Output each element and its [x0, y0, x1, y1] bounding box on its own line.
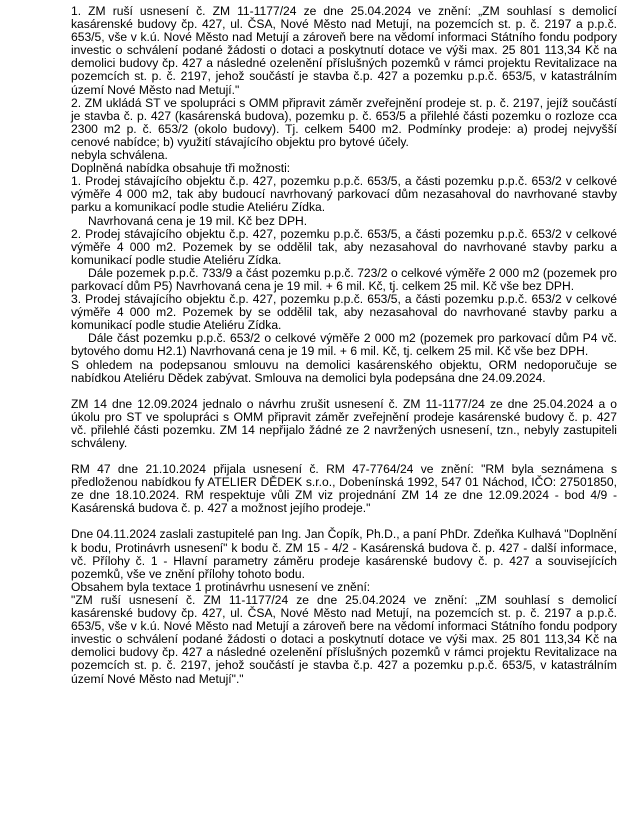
- offer-option-2-extra: Dále pozemek p.p.č. 733/9 a část pozemku p.p.č. 723/2 o celkové výměře 2 000 m2 (pozemek pro parkovací dům P5) Navrhovaná cena je 19 mil. + 6 mil. Kč, tj. celkem 25 mil. Kč vše bez DPH.: [71, 265, 617, 293]
- zm14-paragraph: ZM 14 dne 12.09.2024 jednalo o návrhu zrušit usnesení č. ZM 11-1177/24 ze dne 25.04.2024 a o úkolu pro ST ve spolupráci s OMM připravit záměr zveřejnění prodeje kasárenské budovy č. p. 427 vč. přilehlé části pozemku. ZM 14 nepřijalo žádné ze 2 navržených usnesení, tzn., nebyly zastupiteli schváleny.: [71, 396, 617, 450]
- counterproposal-paragraph: Dne 04.11.2024 zaslali zastupitelé pan Ing. Jan Čopík, Ph.D., a paní PhDr. Zdeňka Kulhavá "Doplnění k bodu, Protinávrh usnesení" k bodu č. ZM 15 - 4/2 - Kasárenská budova č. p. 427 - další informace, vč. Přílohy č. 1 - Hlavní parametry záměru prodeje kasárenské budovy č. p. 427 a souvisejících pozemků, vše ve znění přílohy tohoto bodu.: [71, 527, 617, 581]
- not-approved-note: nebyla schválena.: [71, 148, 168, 163]
- orm-recommendation: S ohledem na podepsanou smlouvu na demolici kasárenského objektu, ORM nedoporučuje se nabídkou Ateliéru Dědek zabývat. Smlouva na demolici byla podepsána dne 24.09.2024.: [71, 357, 617, 385]
- offer-intro: Doplněná nabídka obsahuje tři možnosti:: [71, 161, 291, 176]
- offer-option-2: 2. Prodej stávajícího objektu č.p. 427, pozemku p.p.č. 653/5, a části pozemku p.p.č. 653/2 v celkové výměře 4 000 m2. Pozemek by se oddělil tak, aby nezasahoval do navrhované stavby parku a komunikací podle studie Ateliéru Zídka.: [71, 226, 617, 267]
- rm47-paragraph: RM 47 dne 21.10.2024 přijala usnesení č. RM 47-7764/24 ve znění: "RM byla seznámena s předloženou nabídkou fy ATELIER DĚDEK s.r.o., Dobenínská 1992, 547 01 Náchod, IČO: 27501850, ze dne 18.10.2024. RM respektuje vůli ZM viz projednání ZM 14 ze dne 12.09.2024 - bod 4/9 - Kasárenská budova č. p. 427 a možnost jejího prodeje.": [71, 462, 617, 516]
- offer-option-3: 3. Prodej stávajícího objektu č.p. 427, pozemku p.p.č. 653/5, a části pozemku p.p.č. 653/2 v celkové výměře 4 000 m2. Pozemek by se oddělil tak, aby nezasahoval do navrhované stavby parku a komunikací podle studie Ateliéru Zídka.: [71, 292, 617, 333]
- resolution-item-2: 2. ZM ukládá ST ve spolupráci s OMM připravit záměr zveřejnění prodeje st. p. č. 2197, jejíž součástí je stavba č. p. 427 (kasárenská budova), pozemku p. č. 653/5 a přilehlé části pozemku o rozloze cca 2300 m2 p. č. 653/2 (okolo budovy). Tj. celkem 5400 m2. Podmínky prodeje: a) prodej nejvyšší cenové nabídce; b) využití stávajícího objektu pro bytové účely.: [71, 95, 617, 149]
- counterproposal-intro: Obsahem byla textace 1 protinávrhu usnesení ve znění:: [71, 579, 371, 594]
- document-text: [71, 5, 617, 686]
- offer-option-1-price: Navrhovaná cena je 19 mil. Kč bez DPH.: [88, 213, 308, 228]
- counterproposal-text: "ZM ruší usnesení č. ZM 11-1177/24 ze dne 25.04.2024 ve znění: „ZM souhlasí s demolicí kasárenské budovy čp. 427, ul. ČSA, Nové Město nad Metují, na pozemcích st. p. č. 2197 a p.p.č. 653/5, vše v k.ú. Nové Město nad Metují a zároveň bere na vědomí informaci Státního fondu podpory investic o schválení podané žádosti o dotaci a poskytnutí dotace ve výši max. 25 801 113,34 Kč na demolici budovy čp. 427 a následné ozelenění příslušných pozemků v rámci projektu Revitalizace na pozemcích st. p. č. 2197, jehož součástí je stavba č.p. 427 a pozemku p.p.č. 653/5, v katastrálním území Nové Město nad Metují".": [71, 592, 617, 686]
- offer-option-1: 1. Prodej stávajícího objektu č.p. 427, pozemku p.p.č. 653/5, a části pozemku p.p.č. 653/2 v celkové výměře 4 000 m2, tak aby budoucí navrhovaný parkovací dům nezasahoval do navrhované stavby parku a komunikací podle studie Ateliéru Zídka.: [71, 174, 617, 215]
- offer-option-3-extra: Dále část pozemku p.p.č. 653/2 o celkové výměře 2 000 m2 (pozemek pro parkovací dům P4 vč. bytového domu H2.1) Navrhovaná cena je 19 mil. + 6 mil. Kč, tj. celkem 25 mil. Kč vše bez DPH.: [71, 331, 617, 359]
- resolution-item-1: 1. ZM ruší usnesení č. ZM 11-1177/24 ze dne 25.04.2024 ve znění: „ZM souhlasí s demolicí kasárenské budovy čp. 427, ul. ČSA, Nové Město nad Metují, na pozemcích st. p. č. 2197 a p.p.č. 653/5, vše v k.ú. Nové Město nad Metují a zároveň bere na vědomí informaci Státního fondu podpory investic o schválení podané žádosti o dotaci a poskytnutí dotace ve výši max. 25 801 113,34 Kč na demolici budovy čp. 427 a následné ozelenění příslušných pozemků v rámci projektu Revitalizace na pozemcích st. p. č. 2197, jehož součástí je stavba č.p. 427 a pozemku p.p.č. 653/5, v katastrálním území Nové Město nad Metují.": [71, 4, 617, 97]
